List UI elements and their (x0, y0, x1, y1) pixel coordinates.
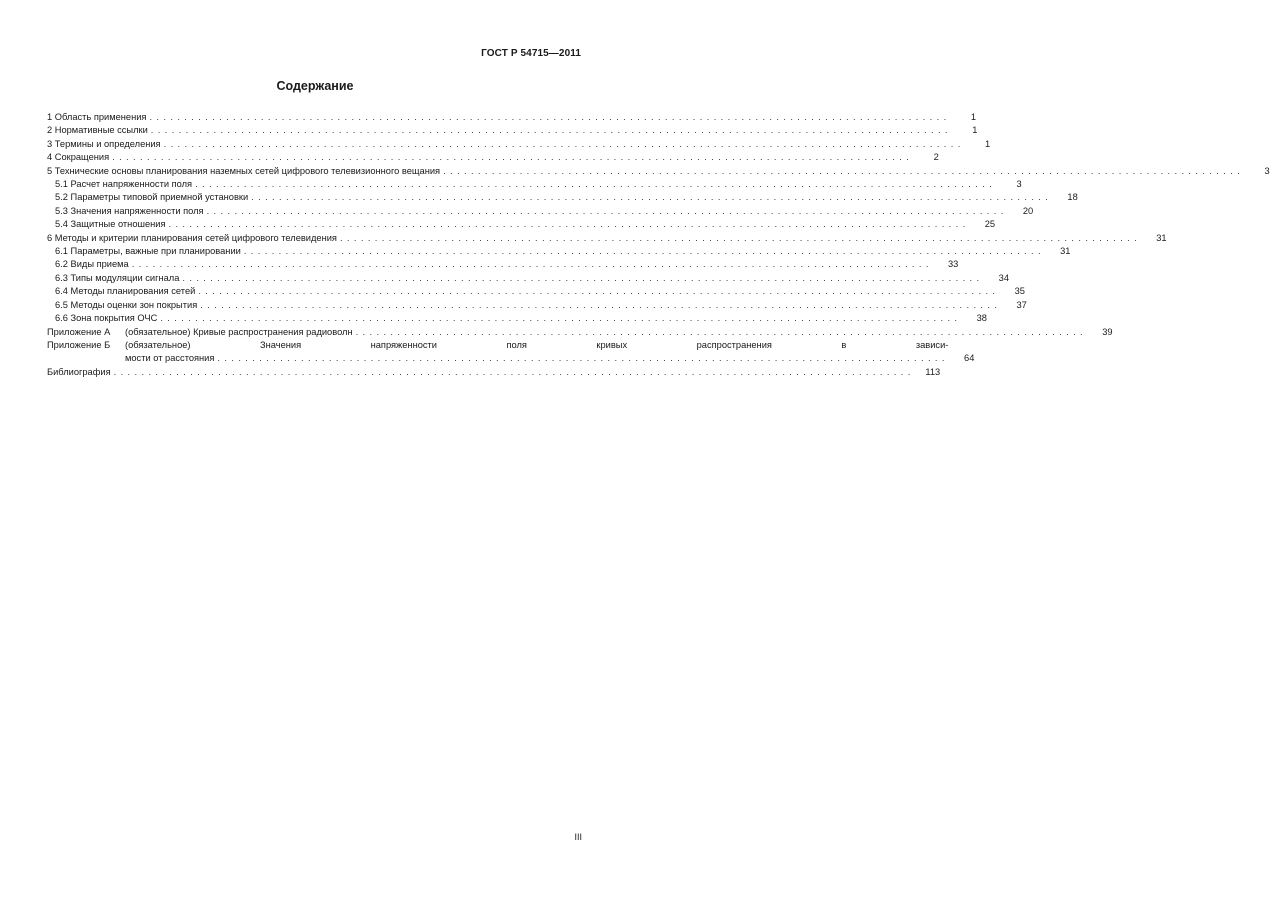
toc-entry-title: Библиография (47, 366, 111, 379)
dot-leader (200, 299, 998, 312)
dot-leader (195, 178, 993, 191)
toc-entry-page: 31 (1060, 246, 1071, 257)
toc-entry-page: 3 (1264, 165, 1270, 176)
toc-entry[interactable] (47, 111, 977, 124)
toc-entry-title: 5.4 Защитные отношения (55, 218, 165, 231)
page-number: III (574, 832, 582, 842)
dot-leader (132, 258, 930, 271)
appendix-label: Приложение Б (47, 339, 111, 350)
toc-entry-title: 5 Технические основы планирования наземных сетей цифрового телевизионного вещания (47, 165, 440, 178)
toc-entry-title: 6 Методы и критерии планирования сетей цифрового телевидения (47, 232, 337, 245)
toc-entry[interactable] (47, 245, 1071, 258)
toc-entry[interactable] (47, 312, 987, 325)
toc-entry-page: 33 (948, 259, 959, 270)
toc-entry-page: 1 (985, 138, 991, 149)
toc-entry-page: 113 (925, 366, 941, 377)
dot-leader (114, 366, 912, 379)
dot-leader (198, 285, 996, 298)
toc-entry-page: 1 (970, 112, 977, 122)
toc-entry-page: 3 (1016, 179, 1022, 190)
dot-leader (164, 138, 962, 151)
toc-entry-title: 3 Термины и определения (47, 138, 161, 151)
dot-leader (112, 151, 910, 164)
table-of-contents (47, 111, 1270, 379)
toc-entry-page: 39 (1102, 326, 1113, 337)
dot-leader (443, 165, 1241, 178)
toc-entry-title: 5.2 Параметры типовой приемной установки (55, 191, 248, 204)
toc-entry-title: 5.1 Расчет напряженности поля (55, 178, 192, 191)
toc-entry-page: 18 (1067, 192, 1078, 203)
toc-entry-page: 38 (976, 313, 987, 324)
dot-leader (356, 326, 1084, 339)
toc-entry[interactable] (47, 258, 959, 271)
toc-appendix-b[interactable] (47, 339, 975, 366)
dot-leader (251, 191, 1049, 204)
toc-entry-page: 2 (933, 152, 939, 163)
toc-entry[interactable] (47, 218, 996, 231)
toc-entry[interactable] (47, 165, 1270, 178)
toc-entry[interactable] (47, 232, 1167, 245)
toc-entry[interactable] (47, 151, 939, 164)
toc-entry[interactable] (47, 272, 1009, 285)
appendix-label: Приложение А (47, 326, 111, 337)
dot-leader (151, 124, 949, 137)
toc-entry-title: 2 Нормативные ссылки (47, 124, 148, 137)
dot-leader (149, 111, 947, 124)
toc-entry[interactable] (47, 138, 991, 151)
toc-entry[interactable] (47, 285, 1025, 298)
toc-entry-title: 6.5 Методы оценки зон покрытия (55, 299, 197, 312)
toc-entry-title: 6.6 Зона покрытия ОЧС (55, 312, 157, 325)
toc-entry-page: 37 (1016, 299, 1027, 310)
toc-entry-page: 35 (1014, 286, 1025, 297)
appendix-title: (обязательное) Значения напряженности поля кривых распространения в зависи- (125, 339, 949, 350)
toc-entry-title: 4 Сокращения (47, 151, 109, 164)
dot-leader (182, 272, 980, 285)
document-header: ГОСТ Р 54715—2011 (481, 48, 581, 59)
toc-entry[interactable] (47, 205, 1034, 218)
toc-entry-title: 6.1 Параметры, важные при планировании (55, 245, 241, 258)
toc-entry-page: 1 (972, 125, 978, 136)
toc-entry[interactable] (47, 178, 1022, 191)
toc-appendix-a[interactable] (47, 326, 1113, 339)
dot-leader (340, 232, 1138, 245)
toc-entry-page: 25 (984, 219, 996, 230)
dot-leader (217, 352, 945, 365)
appendix-title: (обязательное) Кривые распространения радиоволн (125, 326, 353, 337)
toc-entry-title: 6.4 Методы планирования сетей (55, 285, 195, 298)
toc-entry-page: 64 (964, 353, 975, 364)
toc-entry-page: 34 (998, 272, 1009, 283)
toc-entry-title: 6.2 Виды приема (55, 258, 129, 271)
dot-leader (160, 312, 958, 325)
toc-entry[interactable] (47, 191, 1078, 204)
toc-entry-page: 31 (1156, 232, 1167, 243)
toc-entry-title: 6.3 Типы модуляции сигнала (55, 272, 179, 285)
dot-leader (168, 218, 966, 231)
toc-entry[interactable] (47, 124, 978, 137)
toc-entry[interactable] (47, 299, 1027, 312)
toc-bibliography[interactable] (47, 366, 941, 379)
toc-entry-title: 1 Область применения (47, 111, 146, 124)
page-title: Содержание (276, 79, 354, 93)
toc-entry-page: 20 (1022, 205, 1034, 216)
dot-leader (244, 245, 1042, 258)
dot-leader (207, 205, 1005, 218)
appendix-title-continued: мости от расстояния (125, 353, 215, 364)
toc-entry-title: 5.3 Значения напряженности поля (55, 205, 204, 218)
